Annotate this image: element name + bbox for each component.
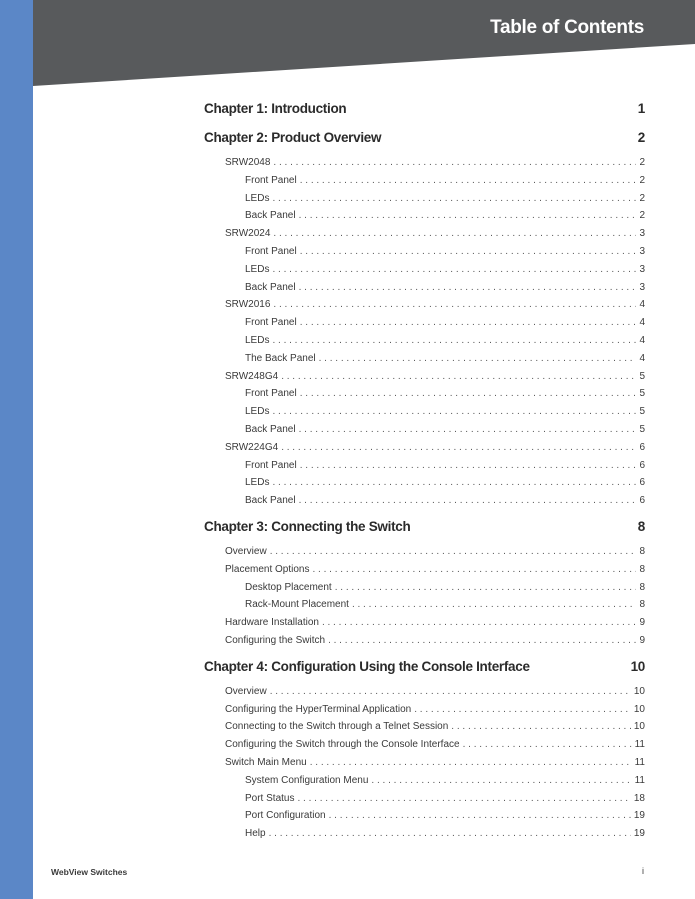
entry-page-number: 5 [639, 406, 645, 418]
dot-leader [299, 421, 637, 439]
entry-page-number: 4 [639, 317, 645, 329]
entry-page-number: 2 [639, 192, 645, 204]
dot-leader [281, 439, 636, 457]
entry-label: System Configuration Menu [245, 774, 369, 786]
entry-page-number: 5 [639, 370, 645, 382]
toc-section-entry[interactable] [204, 296, 645, 314]
entry-page-number: 10 [633, 721, 645, 733]
dot-leader [319, 350, 637, 368]
toc-subsection-entry[interactable] [204, 190, 645, 208]
dot-leader [272, 474, 636, 492]
entry-label: Back Panel [245, 423, 296, 435]
entry-label: Help [245, 828, 266, 840]
entry-page-number: 9 [639, 634, 645, 646]
entry-page-number: 4 [639, 334, 645, 346]
entry-page-number: 10 [633, 703, 645, 715]
entry-page-number: 5 [639, 388, 645, 400]
dot-leader [270, 683, 631, 701]
entry-label: Configuring the HyperTerminal Application [225, 703, 412, 715]
entry-label: LEDs [245, 406, 270, 418]
dot-leader [300, 243, 637, 261]
entry-page-number: 19 [633, 810, 645, 822]
dot-leader [273, 296, 636, 314]
chapter-heading[interactable] [204, 96, 645, 125]
toc-subsection-entry[interactable] [204, 350, 645, 368]
entry-label: Overview [225, 685, 267, 697]
entry-page-number: 3 [639, 245, 645, 257]
entry-label: Front Panel [245, 174, 297, 186]
entry-label: Back Panel [245, 281, 296, 293]
entry-label: SRW248G4 [225, 370, 279, 382]
entry-label: LEDs [245, 192, 270, 204]
entry-label: Desktop Placement [245, 581, 332, 593]
dot-leader [329, 807, 631, 825]
chapter-page-number: 1 [637, 101, 645, 116]
toc-subsection-entry[interactable] [204, 385, 645, 403]
entry-label: Back Panel [245, 495, 296, 507]
dot-leader [300, 385, 637, 403]
toc-section-entry[interactable] [204, 368, 645, 386]
chapter-heading[interactable] [204, 125, 645, 154]
dot-leader [313, 561, 637, 579]
toc-section-entry[interactable] [204, 561, 645, 579]
dot-leader [451, 718, 631, 736]
dot-leader [310, 754, 632, 772]
page-header [33, 0, 695, 86]
chapter-title: Chapter 2: Product Overview [204, 130, 382, 145]
entry-page-number: 11 [634, 756, 645, 768]
dot-leader [300, 457, 637, 475]
toc-section-entry[interactable] [204, 754, 645, 772]
toc-section-entry[interactable] [204, 736, 645, 754]
entry-label: Front Panel [245, 388, 297, 400]
dot-leader [297, 790, 630, 808]
chapter-title: Chapter 3: Connecting the Switch [204, 518, 411, 534]
dot-leader [335, 579, 637, 597]
entry-page-number: 4 [639, 352, 645, 364]
entry-label: LEDs [245, 263, 270, 275]
header-band [33, 0, 695, 86]
entry-page-number: 2 [639, 210, 645, 222]
entry-label: Back Panel [245, 210, 296, 222]
dot-leader [281, 368, 636, 386]
entry-page-number: 8 [639, 581, 645, 593]
entry-page-number: 3 [639, 263, 645, 275]
toc-subsection-entry[interactable] [204, 579, 645, 597]
entry-label: Placement Options [225, 563, 310, 575]
entry-label: LEDs [245, 334, 270, 346]
entry-label: Front Panel [245, 317, 297, 329]
entry-label: Configuring the Switch [225, 634, 326, 646]
entry-page-number: 9 [639, 617, 645, 629]
entry-label: LEDs [245, 477, 270, 489]
toc-section-entry[interactable] [204, 718, 645, 736]
toc-subsection-entry[interactable] [204, 314, 645, 332]
dot-leader [272, 190, 636, 208]
entry-label: Port Configuration [245, 810, 326, 822]
toc-section-entry[interactable] [204, 614, 645, 632]
toc-section-entry[interactable] [204, 154, 645, 172]
dot-leader [299, 492, 637, 510]
toc-subsection-entry[interactable] [204, 332, 645, 350]
entry-page-number: 8 [639, 563, 645, 575]
entry-page-number: 11 [634, 774, 645, 786]
toc-section-entry[interactable] [204, 683, 645, 701]
dot-leader [352, 596, 637, 614]
toc-subsection-entry[interactable] [204, 457, 645, 475]
toc-section-entry[interactable] [204, 632, 645, 650]
left-accent-bar [0, 0, 33, 899]
toc-section-entry[interactable] [204, 439, 645, 457]
chapter-spacer [204, 843, 645, 847]
entry-label: SRW2048 [225, 157, 271, 168]
dot-leader [414, 701, 631, 719]
toc-subsection-entry[interactable] [204, 790, 645, 808]
entry-label: Connecting to the Switch through a Telnet Session [225, 721, 449, 733]
toc-subsection-entry[interactable] [204, 421, 645, 439]
dot-leader [463, 736, 632, 754]
toc-subsection-entry[interactable] [204, 772, 645, 790]
toc-section-entry[interactable] [204, 701, 645, 719]
chapter-page-number: 10 [630, 658, 645, 674]
entry-page-number: 3 [639, 228, 645, 240]
dot-leader [299, 279, 637, 297]
toc-section-entry[interactable] [204, 225, 645, 243]
chapter-title: Chapter 1: Introduction [204, 101, 347, 116]
chapter-heading[interactable] [204, 654, 645, 683]
toc-subsection-entry[interactable] [204, 279, 645, 297]
entry-page-number: 18 [633, 792, 645, 804]
entry-page-number: 2 [639, 157, 645, 168]
dot-leader [269, 825, 631, 843]
toc-subsection-entry[interactable] [204, 492, 645, 510]
entry-label: Switch Main Menu [225, 756, 307, 768]
toc-subsection-entry[interactable] [204, 474, 645, 492]
toc-section-entry[interactable] [204, 543, 645, 561]
toc-subsection-entry[interactable] [204, 261, 645, 279]
footer-page-number: i [642, 866, 644, 876]
toc-subsection-entry[interactable] [204, 403, 645, 421]
entry-label: Rack-Mount Placement [245, 599, 349, 611]
page-title: Table of Contents [490, 17, 644, 38]
entry-page-number: 2 [639, 174, 645, 186]
toc-subsection-entry[interactable] [204, 172, 645, 190]
entry-label: SRW2024 [225, 228, 271, 240]
entry-page-number: 6 [639, 495, 645, 507]
entry-label: SRW224G4 [225, 441, 279, 453]
dot-leader [299, 207, 637, 225]
toc-subsection-entry[interactable] [204, 596, 645, 614]
entry-page-number: 6 [639, 459, 645, 471]
chapter-title: Chapter 4: Configuration Using the Console Interface [204, 658, 530, 674]
chapter-heading[interactable] [204, 514, 645, 543]
entry-page-number: 6 [639, 441, 645, 453]
table-of-contents [204, 96, 645, 847]
entry-page-number: 11 [634, 739, 645, 751]
entry-label: Overview [225, 545, 267, 557]
entry-label: The Back Panel [245, 352, 316, 364]
dot-leader [300, 314, 637, 332]
toc-subsection-entry[interactable] [204, 825, 645, 843]
entry-page-number: 19 [633, 828, 645, 840]
chapter-page-number: 2 [637, 130, 645, 145]
entry-page-number: 6 [639, 477, 645, 489]
footer-product-name: WebView Switches [51, 867, 128, 877]
entry-label: Hardware Installation [225, 617, 319, 629]
toc-subsection-entry[interactable] [204, 807, 645, 825]
entry-label: SRW2016 [225, 299, 271, 311]
entry-label: Configuring the Switch through the Console Interface [225, 739, 460, 751]
entry-label: Front Panel [245, 245, 297, 257]
entry-page-number: 3 [639, 281, 645, 293]
dot-leader [270, 543, 637, 561]
entry-page-number: 10 [633, 685, 645, 697]
dot-leader [322, 614, 637, 632]
toc-subsection-entry[interactable] [204, 207, 645, 225]
dot-leader [328, 632, 636, 650]
dot-leader [272, 261, 636, 279]
toc-subsection-entry[interactable] [204, 243, 645, 261]
dot-leader [273, 225, 636, 243]
dot-leader [300, 172, 637, 190]
entry-label: Front Panel [245, 459, 297, 471]
dot-leader [273, 154, 636, 172]
entry-page-number: 5 [639, 423, 645, 435]
entry-page-number: 4 [639, 299, 645, 311]
dot-leader [272, 332, 636, 350]
dot-leader [272, 403, 636, 421]
entry-label: Port Status [245, 792, 295, 804]
dot-leader [371, 772, 631, 790]
chapter-page-number: 8 [637, 518, 645, 534]
entry-page-number: 8 [639, 599, 645, 611]
entry-page-number: 8 [639, 545, 645, 557]
